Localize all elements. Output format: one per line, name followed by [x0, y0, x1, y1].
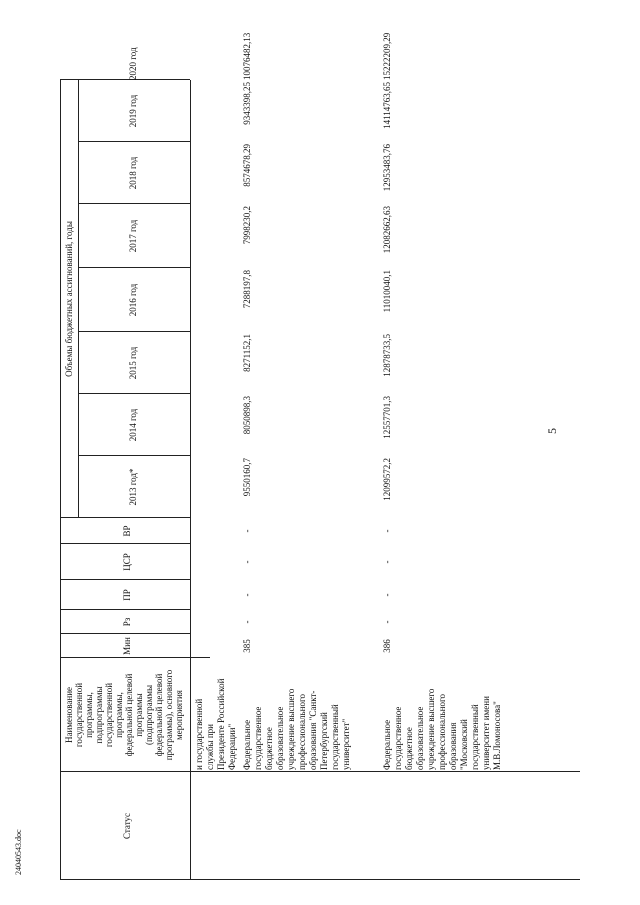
document-id: 24040543.doc [14, 829, 23, 875]
row-name-line: образования "Санкт- [308, 690, 318, 770]
row-name-line: "Московский [459, 719, 469, 770]
header-name-line: подпрограммы [94, 686, 104, 744]
header-year: 2018 год [128, 156, 138, 190]
row-name-line: образования [448, 722, 458, 770]
header-name-line: (подпрограммы [144, 684, 154, 746]
continuation-line: службы при [205, 724, 215, 770]
header-name-line: государственной [74, 682, 84, 748]
header-name-line: Наименование [64, 686, 74, 744]
header-year: 2020 год [128, 47, 138, 80]
header-min: Мин [122, 637, 132, 655]
column-rule [60, 79, 190, 80]
row-value: 12557701,3 [382, 396, 392, 439]
row-min: 385 [242, 639, 252, 653]
header-name-line: государственной [104, 682, 114, 748]
row-name-line: бюджетное [264, 727, 274, 770]
header-year: 2015 год [128, 346, 138, 380]
row-csr: - [382, 560, 392, 564]
row-value: 7998230,2 [242, 206, 252, 245]
header-pr: ПР [122, 589, 132, 601]
row-value: 7288197,8 [242, 270, 252, 309]
row-value: 10076482,13 [242, 32, 252, 80]
header-rz: Рз [122, 617, 132, 627]
header-status: Статус [122, 813, 132, 839]
header-budget-title: Объемы бюджетных ассигнований, годы [64, 221, 74, 377]
row-name-line: государственное [393, 706, 403, 770]
header-year: 2017 год [128, 219, 138, 253]
row-pr: - [242, 593, 252, 597]
row-vr: - [242, 529, 252, 533]
header-year: 2019 год [128, 94, 138, 128]
header-name-line: программы [134, 693, 144, 737]
row-name-line: университет имени [481, 696, 491, 770]
row-name-line: университет" [341, 718, 351, 770]
row-value: 8050898,3 [242, 396, 252, 435]
row-vr: - [382, 529, 392, 533]
continuation-line: Президенте Российской [216, 678, 226, 770]
header-name-line: программы, [84, 692, 94, 738]
row-value: 14114763,65 [382, 82, 392, 129]
header-year: 2014 год [128, 408, 138, 442]
row-name-line: профессионального [437, 694, 447, 770]
row-value: 12953483,76 [382, 144, 392, 192]
row-value: 12878733,5 [382, 334, 392, 377]
row-rz: - [382, 620, 392, 624]
row-value: 12099572,2 [382, 458, 392, 501]
header-name-line: федеральной целевой [124, 673, 134, 757]
header-year: 2016 год [128, 283, 138, 317]
budget-subheader-rule [78, 80, 79, 518]
row-rz: - [242, 620, 252, 624]
row-value: 8271152,1 [242, 334, 252, 372]
header-name-line: программы), основного [164, 669, 174, 761]
row-name-line: государственный [330, 704, 340, 770]
row-csr: - [242, 560, 252, 564]
row-name-line: образовательное [415, 706, 425, 770]
row-value: 12082662,63 [382, 206, 392, 254]
row-name-line: Петербургский [319, 712, 329, 770]
table-top-rule [60, 80, 61, 880]
column-rule [190, 879, 580, 880]
row-name-line: учреждение высшего [426, 688, 436, 770]
row-name-line: государственное [253, 706, 263, 770]
row-min: 386 [382, 639, 392, 653]
header-name-line: мероприятия [174, 690, 184, 740]
row-name-line: М.В.Ломоносова" [492, 701, 502, 770]
header-csr: ЦСР [122, 553, 132, 571]
row-name-line: учреждение высшего [286, 688, 296, 770]
row-value: 11010040,1 [382, 270, 392, 313]
header-name-line: программы, [114, 692, 124, 738]
continuation-line: и государственной [194, 698, 204, 770]
row-value: 9343398,25 [242, 82, 252, 125]
continuation-line: Федерации" [227, 723, 237, 770]
row-value: 15222209,29 [382, 32, 392, 80]
header-name-line: федеральной целевой [154, 673, 164, 757]
row-name-line: профессионального [297, 694, 307, 770]
row-name-line: Федеральное [382, 719, 392, 770]
budget-table [60, 32, 580, 880]
header-bottom-rule [190, 80, 191, 880]
column-rule [190, 657, 210, 658]
row-name-line: Федеральное [242, 719, 252, 770]
column-rule [190, 771, 580, 772]
row-value: 9550160,7 [242, 458, 252, 497]
row-value: 8574678,29 [242, 144, 252, 187]
page-number: 5 [545, 428, 559, 434]
row-name-line: бюджетное [404, 727, 414, 770]
row-name-line: образовательное [275, 706, 285, 770]
header-vr: ВР [122, 525, 132, 537]
row-name-line: государственный [470, 704, 480, 770]
header-year: 2013 год* [128, 468, 138, 506]
row-pr: - [382, 593, 392, 597]
